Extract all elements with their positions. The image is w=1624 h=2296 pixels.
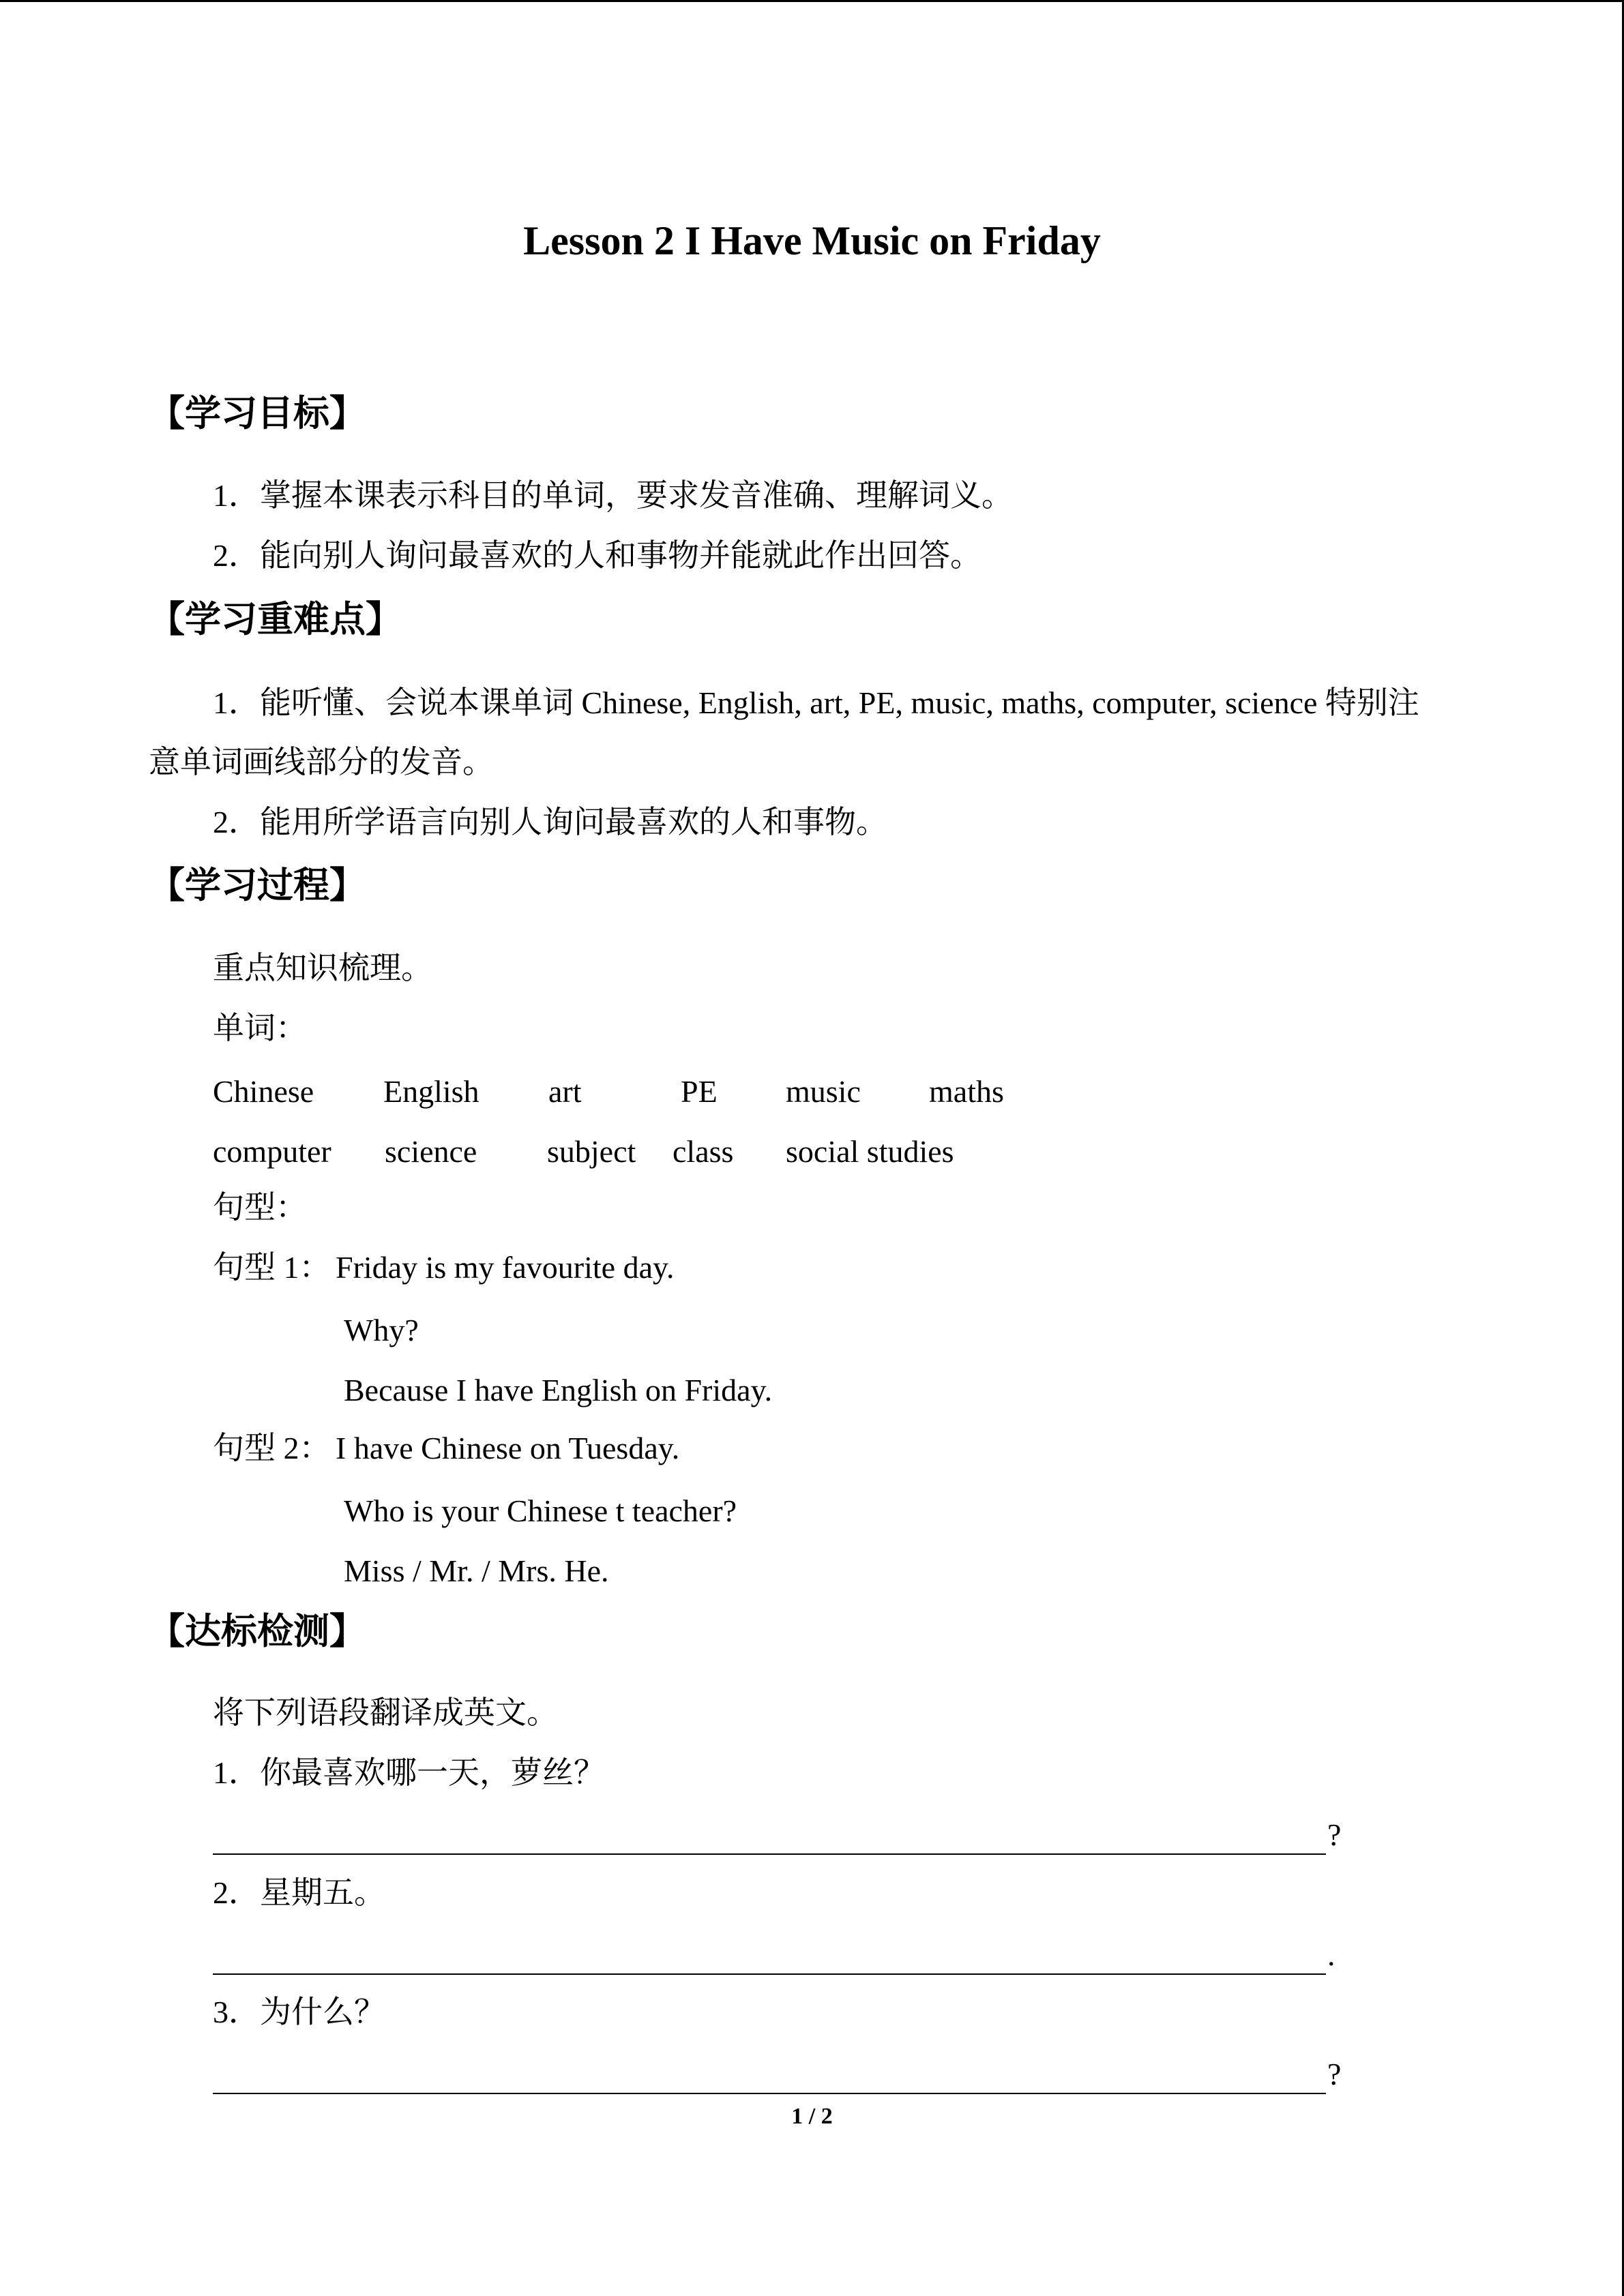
word-art: art <box>548 1074 582 1109</box>
test-question-1: 1．你最喜欢哪一天，萝丝？ <box>213 1755 605 1790</box>
word-pe: PE <box>681 1074 718 1109</box>
pattern-1-line-2: Because I have English on Friday. <box>344 1373 773 1407</box>
word-subject: subject <box>547 1134 636 1169</box>
section-heading-process: 【学习过程】 <box>149 865 366 906</box>
answer-line-1 <box>213 1853 1326 1855</box>
pattern-2-line-1: Who is your Chinese t teacher? <box>344 1493 737 1528</box>
patterns-label: 句型： <box>213 1190 307 1225</box>
section-heading-key-points: 【学习重难点】 <box>149 599 402 640</box>
word-maths: maths <box>929 1074 1004 1109</box>
section-heading-objectives: 【学习目标】 <box>149 393 366 434</box>
pattern-1-line-1: Why? <box>344 1313 419 1347</box>
word-social-studies: social studies <box>786 1134 954 1169</box>
word-science: science <box>385 1134 477 1169</box>
test-question-2: 2．星期五。 <box>213 1875 385 1910</box>
word-class: class <box>673 1134 734 1169</box>
answer-end-mark-1: ? <box>1327 1817 1342 1852</box>
objective-item-1: 1．掌握本课表示科目的单词，要求发音准确、理解词义。 <box>213 478 1013 513</box>
section-heading-test: 【达标检测】 <box>149 1611 366 1652</box>
key-point-item-2: 2．能用所学语言向别人询问最喜欢的人和事物。 <box>213 805 887 839</box>
process-intro: 重点知识梳理。 <box>213 951 432 985</box>
test-instruction: 将下列语段翻译成英文。 <box>213 1695 558 1730</box>
pattern-2-sentence: I have Chinese on Tuesday. <box>336 1431 680 1465</box>
words-label: 单词： <box>213 1011 307 1045</box>
key-point-item-1-line-2: 意单词画线部分的发音。 <box>149 745 494 779</box>
document-title: Lesson 2 I Have Music on Friday <box>523 218 1101 263</box>
answer-end-mark-3: ? <box>1327 2057 1342 2091</box>
page-top-border <box>0 0 1624 2</box>
page-number: 1 / 2 <box>791 2104 833 2129</box>
answer-line-2 <box>213 1973 1326 1975</box>
word-computer: computer <box>213 1134 331 1169</box>
word-music: music <box>786 1074 861 1109</box>
pattern-2-line-2: Miss / Mr. / Mrs. He. <box>344 1553 609 1588</box>
word-english: English <box>383 1074 479 1109</box>
answer-line-3 <box>213 2093 1326 2094</box>
key-point-item-1-line-1: 1．能听懂、会说本课单词 Chinese, English, art, PE, music, maths, computer, science 特别注 <box>213 685 1419 720</box>
pattern-1-sentence: Friday is my favourite day. <box>336 1250 675 1285</box>
word-chinese: Chinese <box>213 1074 314 1109</box>
pattern-1-label: 句型 1： <box>213 1250 331 1285</box>
objective-item-2: 2．能向别人询问最喜欢的人和事物并能就此作出回答。 <box>213 538 981 573</box>
pattern-2-label: 句型 2： <box>213 1431 331 1465</box>
test-question-3: 3．为什么？ <box>213 1995 385 2029</box>
answer-end-mark-2: . <box>1327 1937 1335 1972</box>
